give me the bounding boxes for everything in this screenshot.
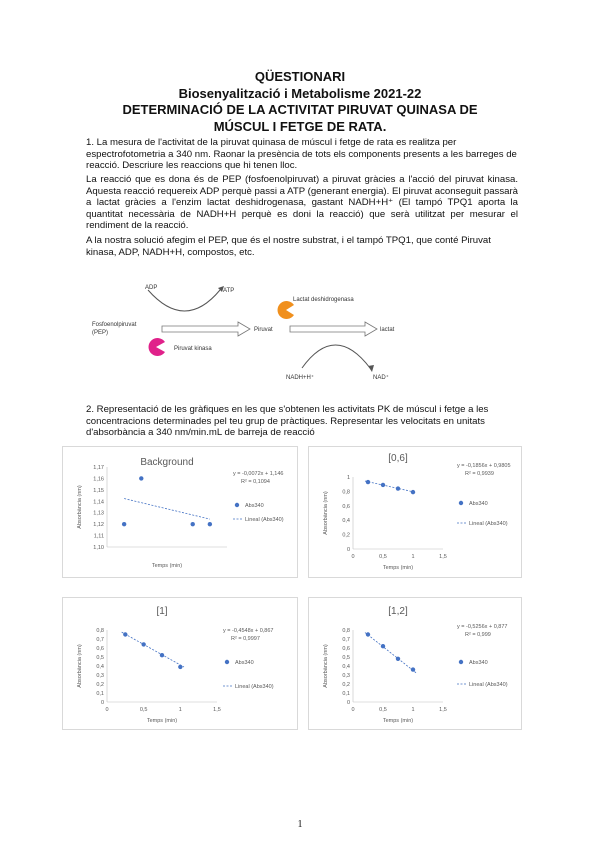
y-tick-label: 0,6	[96, 646, 104, 652]
chart-1	[62, 597, 298, 730]
y-tick-label: 1,12	[93, 522, 104, 529]
y-tick-label: 0,6	[342, 646, 350, 652]
data-point	[396, 657, 400, 661]
trend-r2: R² = 0,1094	[241, 479, 270, 485]
chart-title: [1,2]	[388, 606, 408, 617]
answer-1-paragraph-2: A la nostra solució afegim el PEP, que és el nostre substrat, i el tampó TPQ1, que conté Piruvat kinasa, ADP, NADH+H, compostos, etc.	[86, 235, 491, 258]
y-tick-label: 0	[346, 547, 350, 553]
y-tick-label: 0,1	[96, 691, 104, 697]
x-tick-label: 0	[351, 554, 355, 560]
y-tick-label: 0,4	[96, 664, 104, 670]
page-number: 1	[297, 819, 303, 830]
legend-trend-label: Lineal (Abs340)	[469, 521, 508, 527]
data-point	[396, 486, 400, 490]
data-point	[141, 642, 145, 646]
data-point	[122, 522, 126, 526]
lactat-label: lactat	[380, 327, 395, 333]
ldh-label: Lactat deshidrogenasa	[293, 297, 354, 303]
data-point	[411, 490, 415, 494]
chart-title: [0,6]	[388, 453, 408, 464]
legend-series-label: Abs340	[235, 660, 254, 666]
y-tick-label: 0,4	[342, 664, 350, 670]
legend-trend-label: Lineal (Abs340)	[235, 684, 274, 690]
x-tick-label: 0,5	[379, 554, 387, 560]
x-tick-label: 0,5	[379, 707, 387, 713]
trendline	[122, 632, 184, 667]
y-axis-label: Absorbància (nm)	[77, 485, 83, 529]
practical-title-line2: MÚSCUL I FETGE DE RATA.	[213, 119, 387, 134]
data-point	[160, 653, 164, 657]
x-tick-label: 0	[105, 707, 109, 713]
piruvat-label: Piruvat	[254, 327, 273, 333]
reaction-diagram	[90, 280, 420, 380]
x-axis-label: Temps (min)	[382, 718, 414, 724]
trend-equation: y = -0,4548x + 0,867	[223, 628, 274, 634]
data-point	[366, 480, 370, 484]
y-tick-label: 0,4	[342, 518, 350, 525]
y-tick-label: 0	[100, 700, 104, 706]
x-axis-label: Temps (min)	[146, 718, 178, 724]
adp-label: ADP	[145, 285, 158, 291]
piruvat-kinasa-label: Piruvat kinasa	[174, 346, 212, 352]
y-tick-label: 0,8	[96, 628, 104, 634]
x-tick-label: 1	[178, 707, 182, 713]
data-point	[123, 632, 127, 636]
y-tick-label: 1,17	[93, 465, 104, 471]
y-axis-label: Absorbància (nm)	[77, 644, 83, 688]
chart-0-6	[308, 446, 522, 578]
practical-title-line1: DETERMINACIÓ DE LA ACTIVITAT PIRUVAT QUINASA DE	[122, 102, 478, 117]
x-tick-label: 1,5	[439, 554, 447, 560]
y-tick-label: 0,8	[342, 489, 350, 496]
data-point	[366, 632, 370, 636]
x-tick-label: 1	[411, 554, 415, 560]
data-point	[191, 522, 195, 526]
atp-label: ATP	[223, 288, 235, 294]
x-axis-label: Temps (min)	[151, 563, 183, 569]
data-point	[411, 667, 415, 671]
trendline	[124, 499, 210, 520]
data-point	[208, 522, 212, 526]
legend-series-label: Abs340	[469, 501, 488, 507]
y-tick-label: 1,15	[93, 487, 104, 494]
legend-series-label: Abs340	[469, 660, 488, 666]
y-tick-label: 0,1	[342, 691, 350, 697]
y-tick-label: 0,6	[342, 503, 350, 510]
y-tick-label: 0,5	[342, 655, 350, 661]
chart-title: [1]	[156, 606, 168, 617]
data-point	[139, 476, 143, 480]
data-point	[178, 665, 182, 669]
y-tick-label: 0,3	[342, 673, 350, 679]
y-tick-label: 1,16	[93, 476, 104, 483]
legend-marker	[459, 660, 463, 664]
trendline	[365, 481, 416, 492]
trend-equation: y = -0,5256x + 0,877	[457, 624, 508, 630]
pep-label-line1: Fosfoenolpiruvat	[92, 322, 137, 328]
adp-atp-curve	[148, 290, 220, 311]
data-point	[381, 483, 385, 487]
chart-0-6-svg	[309, 447, 523, 579]
questionnaire-title: QÜESTIONARI	[254, 69, 346, 84]
x-tick-label: 0,5	[139, 707, 148, 713]
trendline	[365, 633, 416, 673]
answer-1-paragraph-1: La reacció que es dona és de PEP (fosfoenolpiruvat) a piruvat gràcies a l'acció del piruvat kinasa. Aquesta reacció requereix ADP perquè passi a ATP (generant energia). El piruvat aconseguit passarà a lactat gràcies a l'enzim lactat deshidrogenasa, gastant NADH+H⁺ (El tampó TPQ1 aporta la quantitat necessària de NADH+H perquè es doni la reacció) que serà utilitzat per mesurar el rendiment de la reacció.	[86, 174, 518, 232]
question-2: 2. Representació de les gràfiques en les que s'obtenen les activitats PK de múscul i fetge a les concentracions determinades pel teu grup de pràctiques. Representar les velocitats en unitats d'absorbància a 340 nm/min.mL de barreja de reacció	[86, 404, 489, 439]
data-point	[381, 644, 385, 648]
y-tick-label: 0,8	[342, 628, 350, 634]
x-tick-label: 1,5	[439, 707, 447, 713]
chart-title: Background	[140, 457, 194, 468]
legend-marker	[235, 503, 239, 507]
chart-1-svg	[63, 598, 299, 731]
x-tick-label: 0	[351, 707, 355, 713]
legend-marker	[459, 501, 463, 505]
pk-reaction-arrow	[162, 322, 250, 336]
y-tick-label: 0,7	[342, 637, 350, 643]
nadh-label: NADH+H⁺	[286, 375, 315, 380]
y-tick-label: 1,14	[93, 499, 104, 506]
y-tick-label: 0,5	[96, 655, 104, 661]
y-tick-label: 0,3	[96, 673, 104, 679]
y-axis-label: Absorbància (nm)	[323, 491, 329, 535]
legend-series-label: Abs340	[245, 503, 264, 509]
legend-trend-label: Lineal (Abs340)	[469, 682, 508, 688]
ldh-reaction-arrow	[290, 322, 377, 336]
trend-equation: y = -0,0072x + 1,146	[233, 471, 284, 477]
nadh-nad-curve	[302, 345, 370, 368]
legend-marker	[225, 660, 229, 664]
y-tick-label: 1,13	[93, 510, 104, 517]
y-axis-label: Absorbància (nm)	[323, 644, 329, 688]
y-tick-label: 0	[346, 700, 350, 706]
trend-r2: R² = 0,9939	[465, 471, 494, 477]
question-1: 1. La mesura de l'activitat de la piruvat quinasa de múscul i fetge de rata es realitza per espectrofotometria a 340 nm. Raonar la presència de tots els components presents a les barreges de reacció. Descriure les reaccions que hi tenen lloc.	[86, 137, 517, 172]
nad-label: NAD⁺	[373, 375, 389, 380]
y-tick-label: 1	[346, 475, 350, 481]
chart-1-2	[308, 597, 522, 730]
x-axis-label: Temps (min)	[382, 565, 414, 571]
pep-label-line2: (PEP)	[92, 330, 109, 336]
y-tick-label: 0,7	[96, 637, 104, 643]
x-tick-label: 1,5	[213, 707, 221, 713]
chart-background-svg	[63, 447, 299, 579]
course-title: Biosenyalització i Metabolisme 2021-22	[178, 86, 422, 101]
y-tick-label: 0,2	[342, 532, 350, 539]
lactat-deshidrogenasa-icon	[278, 301, 294, 319]
piruvat-kinasa-icon	[149, 338, 165, 356]
nad-arrowhead	[368, 365, 374, 372]
y-tick-label: 1,11	[93, 533, 104, 540]
y-tick-label: 0,2	[96, 682, 104, 688]
x-tick-label: 1	[411, 707, 415, 713]
trend-r2: R² = 0,999	[465, 632, 491, 638]
legend-trend-label: Lineal (Abs340)	[245, 517, 284, 523]
chart-1-2-svg	[309, 598, 523, 731]
trend-r2: R² = 0,9997	[231, 636, 260, 642]
y-tick-label: 1,10	[93, 545, 104, 551]
y-tick-label: 0,2	[342, 682, 350, 688]
chart-background	[62, 446, 298, 578]
trend-equation: y = -0,1856x + 0,9805	[457, 463, 511, 469]
